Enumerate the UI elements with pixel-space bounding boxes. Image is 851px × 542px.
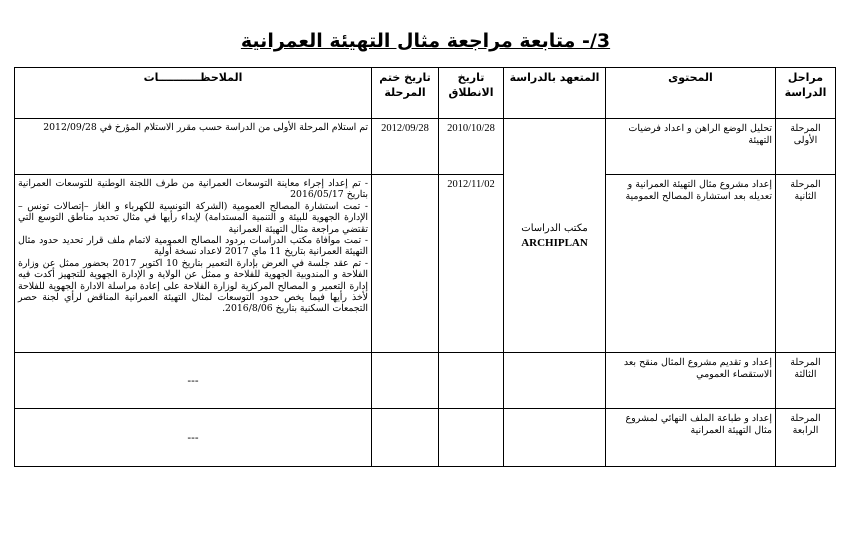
header-content: المحتوى bbox=[606, 68, 776, 119]
table-header-row bbox=[15, 68, 836, 119]
notes-cell: --- bbox=[15, 409, 372, 467]
note-line: - تمت موافاة مكتب الدراسات بردود المصالح العمومية لاتمام ملف قرار تحديد حدود مثال التهيئة العمرانية بتاريخ 11 ماي 2017 لاعداد نسخة أولية bbox=[18, 235, 368, 258]
end-date-cell bbox=[372, 409, 439, 467]
header-end-date: تاريخ ختم المرحلة bbox=[372, 68, 439, 119]
contractor-cell bbox=[504, 409, 606, 467]
page-title-text: 3/- متابعة مراجعة مثال التهيئة العمرانية bbox=[240, 30, 611, 52]
start-date-cell: 2010/10/28 bbox=[439, 119, 504, 175]
content-cell: إعداد و تقديم مشروع المثال منقح بعد الاستقصاء العمومي bbox=[606, 353, 776, 409]
notes-cell: --- bbox=[15, 353, 372, 409]
stage-cell: المرحلة الثالثة bbox=[776, 353, 836, 409]
table-row bbox=[15, 175, 836, 353]
start-date-cell bbox=[439, 353, 504, 409]
contractor-cell bbox=[504, 119, 606, 353]
table-row bbox=[15, 353, 836, 409]
contractor-name-ar: مكتب الدراسات bbox=[521, 222, 588, 234]
note-line: - تم عقد جلسة في العرض بإدارة التعمير بتاريخ 10 اكتوبر 2017 بحضور ممثل عن وزارة الفلاحة و المندوبية الجهوية للفلاحة و ممثل عن الولاية و الإدارة الجهوية للتجهيز أكدت فيه إدارة التعمير و المصالح المركزية لوزارة الفلاحة على إعادة مراسلة الادارة الجهوية للفلاحة لأخذ رأيها فيما يخص حدود التوسعات لمثال التهيئة العمرانية المناقض لرأي لجنة حصر التجمعات السكنية بتاريخ 2016/8/06. bbox=[18, 257, 368, 315]
content-cell: إعداد و طباعة الملف النهائي لمشروع مثال التهيئة العمرانية bbox=[606, 409, 776, 467]
table-row bbox=[15, 119, 836, 175]
tracking-table bbox=[14, 67, 836, 467]
notes-cell bbox=[15, 175, 372, 353]
page-title bbox=[0, 30, 851, 52]
contractor-cell bbox=[504, 353, 606, 409]
end-date-cell bbox=[372, 353, 439, 409]
contractor-name-latin: ARCHIPLAN bbox=[521, 236, 588, 249]
header-stage: مراحل الدراسة bbox=[776, 68, 836, 119]
note-line: - تمت استشارة المصالح العمومية (الشركة التونسية للكهرباء و الغاز –إتصالات تونس – الإدارة الجهوية للبيئة و التنمية المستدامة) لإبداء رأيها في مثال تحديد مناطق التوسع التي تقتضي مراجعة مثال التهيئة العمرانية bbox=[18, 200, 368, 235]
content-cell: إعداد مشروع مثال التهيئة العمرانية و تعديله بعد استشارة المصالح العمومية bbox=[606, 175, 776, 353]
header-notes: الملاحظـــــــــــات bbox=[15, 68, 372, 119]
notes-cell bbox=[15, 119, 372, 175]
stage-cell: المرحلة الأولى bbox=[776, 119, 836, 175]
note-line: تم استلام المرحلة الأولى من الدراسة حسب مقرر الاستلام المؤرخ في 2012/09/28 bbox=[43, 122, 368, 133]
start-date-cell bbox=[439, 409, 504, 467]
table-row bbox=[15, 409, 836, 467]
header-contractor: المتعهد بالدراسة bbox=[504, 68, 606, 119]
note-line: - تم إعداد إجراء معاينة التوسعات العمرانية من طرف اللجنة الوطنية للتوسعات العمرانية بتاريخ 2016/05/17 bbox=[18, 178, 368, 201]
end-date-cell: 2012/09/28 bbox=[372, 119, 439, 175]
stage-cell: المرحلة الرابعة bbox=[776, 409, 836, 467]
header-start-date: تاريخ الانطلاق bbox=[439, 68, 504, 119]
start-date-cell: 2012/11/02 bbox=[439, 175, 504, 353]
end-date-cell bbox=[372, 175, 439, 353]
stage-cell: المرحلة الثانية bbox=[776, 175, 836, 353]
content-cell: تحليل الوضع الراهن و اعداد فرضيات التهيئة bbox=[606, 119, 776, 175]
